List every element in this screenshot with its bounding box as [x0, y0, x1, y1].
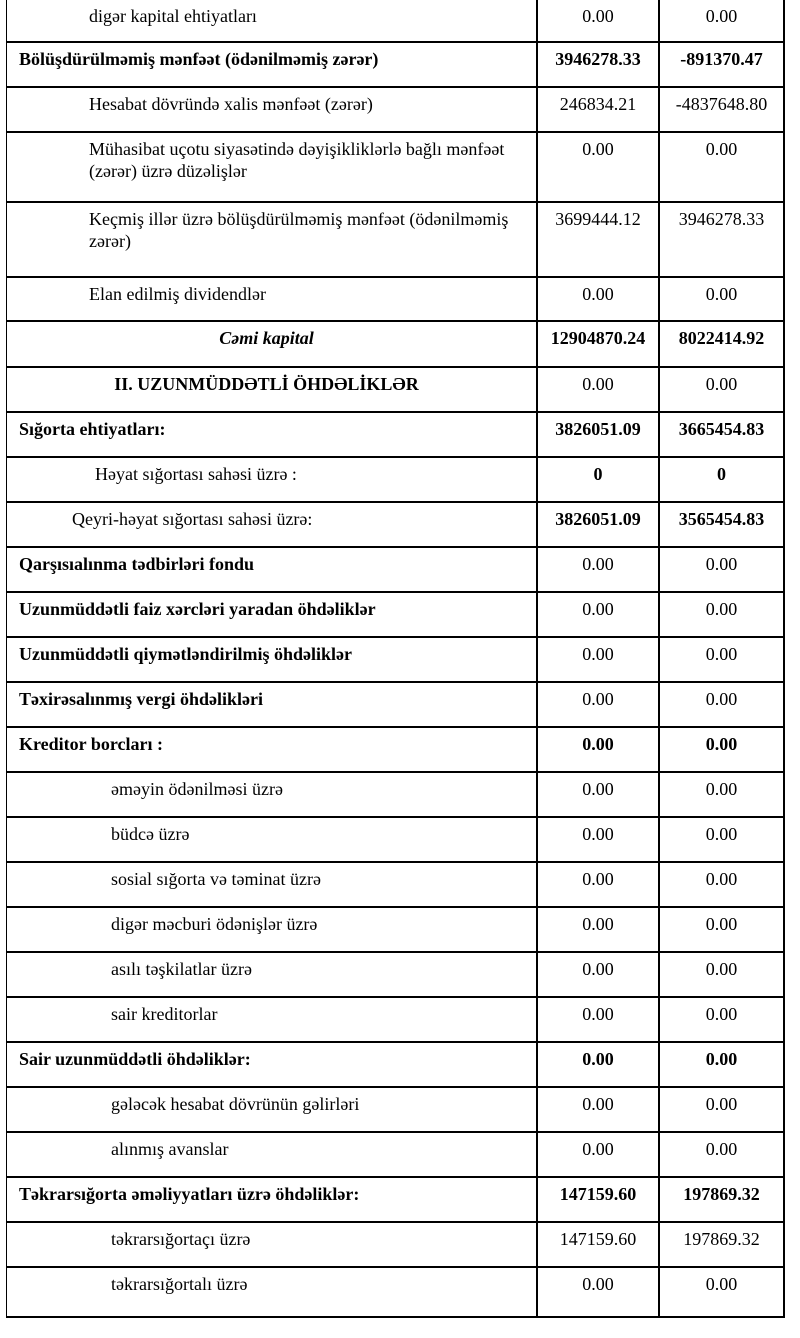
row-value-current: 0.00 [538, 548, 660, 591]
row-value-current: 12904870.24 [538, 322, 660, 366]
table-row [7, 322, 783, 368]
row-label: Sığorta ehtiyatları: [7, 413, 538, 456]
table-row [7, 1178, 783, 1223]
row-value-current: 0.00 [538, 1088, 660, 1131]
table-row [7, 1133, 783, 1178]
row-label: Uzunmüddətli qiymətləndirilmiş öhdəliklər [7, 638, 538, 681]
table-row [7, 818, 783, 863]
row-value-previous: 0.00 [705, 599, 738, 619]
row-label: digər kapital ehtiyatları [7, 0, 538, 41]
row-label: Təkrarsığorta əməliyyatları üzrə öhdəliklər: [7, 1178, 538, 1221]
row-label: digər məcburi ödənişlər üzrə [7, 908, 538, 951]
row-value-previous: 197869.32 [683, 1184, 760, 1204]
table-row [7, 548, 783, 593]
row-value-current: 0.00 [538, 953, 660, 996]
table-row [7, 728, 783, 773]
row-value-current: 0.00 [538, 1043, 660, 1086]
table-row [7, 133, 783, 203]
row-value-current: 0.00 [538, 908, 660, 951]
row-value-current: 0.00 [538, 1268, 660, 1316]
row-value-current: 0.00 [538, 773, 660, 816]
row-value-current: 0.00 [538, 998, 660, 1041]
row-label: Kreditor borcları : [7, 728, 538, 771]
row-label: Mühasibat uçotu siyasətində dəyişikliklərlə bağlı mənfəət (zərər) üzrə düzəlişlər [7, 133, 538, 201]
table-row [7, 1088, 783, 1133]
table-row [7, 203, 783, 278]
table-row [7, 953, 783, 998]
row-label: Qeyri-həyat sığortası sahəsi üzrə: [7, 503, 538, 546]
row-label: Hesabat dövründə xalis mənfəət (zərər) [7, 88, 538, 131]
table-row [7, 638, 783, 683]
row-value-current: 0.00 [538, 638, 660, 681]
row-label: Elan edilmiş dividendlər [7, 278, 538, 320]
row-label: Qarşısıalınma tədbirləri fondu [7, 548, 538, 591]
table-row [7, 773, 783, 818]
table-row [7, 683, 783, 728]
row-label: sair kreditorlar [7, 998, 538, 1041]
row-label: təkrarsığortalı üzrə [7, 1268, 538, 1316]
row-label: Təxirəsalınmış vergi öhdəlikləri [7, 683, 538, 726]
row-value-previous: 0.00 [705, 374, 738, 394]
row-label: Cəmi kapital [7, 322, 538, 366]
table-row [7, 1043, 783, 1088]
row-label: Keçmiş illər üzrə bölüşdürülməmiş mənfəət (ödənilməmiş zərər) [7, 203, 538, 276]
row-value-previous: 3665454.83 [678, 419, 765, 439]
row-value-previous: -4837648.80 [675, 94, 768, 114]
row-value-current: 0.00 [538, 593, 660, 636]
table-row [7, 413, 783, 458]
row-value-current: 0.00 [538, 0, 660, 41]
row-value-previous: 8022414.92 [678, 328, 765, 348]
row-label: gələcək hesabat dövrünün gəlirləri [7, 1088, 538, 1131]
table-row [7, 593, 783, 638]
row-value-current: 3699444.12 [538, 203, 660, 276]
table-row [7, 1268, 783, 1318]
table-row [7, 863, 783, 908]
row-value-current: 246834.21 [538, 88, 660, 131]
row-label: II. UZUNMÜDDƏTLİ ÖHDƏLİKLƏR [7, 368, 538, 411]
row-value-previous: 0.00 [705, 554, 738, 574]
table-row [7, 43, 783, 88]
row-value-current: 0.00 [538, 1133, 660, 1176]
row-label: büdcə üzrə [7, 818, 538, 861]
row-label: Həyat sığortası sahəsi üzrə : [7, 458, 538, 501]
row-value-previous: 0.00 [705, 869, 738, 889]
row-value-previous: 0.00 [705, 284, 738, 304]
row-value-previous: 0.00 [705, 139, 738, 159]
row-value-previous: 0.00 [705, 1274, 738, 1294]
row-value-previous: 0.00 [705, 779, 738, 799]
row-value-previous: -891370.47 [680, 49, 763, 69]
table-row [7, 278, 783, 322]
row-value-previous: 0.00 [705, 959, 738, 979]
balance-table [6, 0, 785, 1318]
table-row [7, 458, 783, 503]
row-value-previous: 0.00 [705, 1049, 738, 1069]
row-value-previous: 3565454.83 [678, 509, 765, 529]
row-value-current: 3946278.33 [538, 43, 660, 86]
row-value-current: 0.00 [538, 683, 660, 726]
row-label: asılı təşkilatlar üzrə [7, 953, 538, 996]
table-row [7, 88, 783, 133]
row-value-previous: 0.00 [705, 824, 738, 844]
row-value-current: 0.00 [538, 728, 660, 771]
row-value-previous: 0.00 [705, 689, 738, 709]
row-label: Bölüşdürülməmiş mənfəət (ödənilməmiş zərər) [7, 43, 538, 86]
row-label: sosial sığorta və təminat üzrə [7, 863, 538, 906]
row-value-current: 147159.60 [538, 1178, 660, 1221]
table-row [7, 998, 783, 1043]
row-label: Sair uzunmüddətli öhdəliklər: [7, 1043, 538, 1086]
row-value-previous: 0.00 [705, 644, 738, 664]
row-label: alınmış avanslar [7, 1133, 538, 1176]
row-value-current: 0.00 [538, 368, 660, 411]
row-value-current: 0.00 [538, 133, 660, 201]
row-value-previous: 0.00 [705, 914, 738, 934]
row-value-current: 3826051.09 [538, 413, 660, 456]
row-value-current: 3826051.09 [538, 503, 660, 546]
row-value-previous: 0 [717, 464, 726, 484]
row-value-current: 0.00 [538, 278, 660, 320]
row-value-previous: 0.00 [705, 1139, 738, 1159]
table-row [7, 503, 783, 548]
row-value-previous: 197869.32 [683, 1229, 760, 1249]
row-value-previous: 0.00 [705, 1004, 738, 1024]
row-value-current: 0 [538, 458, 660, 501]
table-row [7, 368, 783, 413]
row-value-previous: 0.00 [705, 6, 738, 26]
table-row [7, 0, 783, 43]
row-value-current: 0.00 [538, 863, 660, 906]
table-row [7, 1223, 783, 1268]
row-value-previous: 0.00 [705, 1094, 738, 1114]
row-label: təkrarsığortaçı üzrə [7, 1223, 538, 1266]
row-value-previous: 0.00 [705, 734, 738, 754]
row-value-current: 147159.60 [538, 1223, 660, 1266]
row-label: əməyin ödənilməsi üzrə [7, 773, 538, 816]
row-value-previous: 3946278.33 [678, 209, 765, 229]
row-value-current: 0.00 [538, 818, 660, 861]
table-row [7, 908, 783, 953]
row-label: Uzunmüddətli faiz xərcləri yaradan öhdəliklər [7, 593, 538, 636]
